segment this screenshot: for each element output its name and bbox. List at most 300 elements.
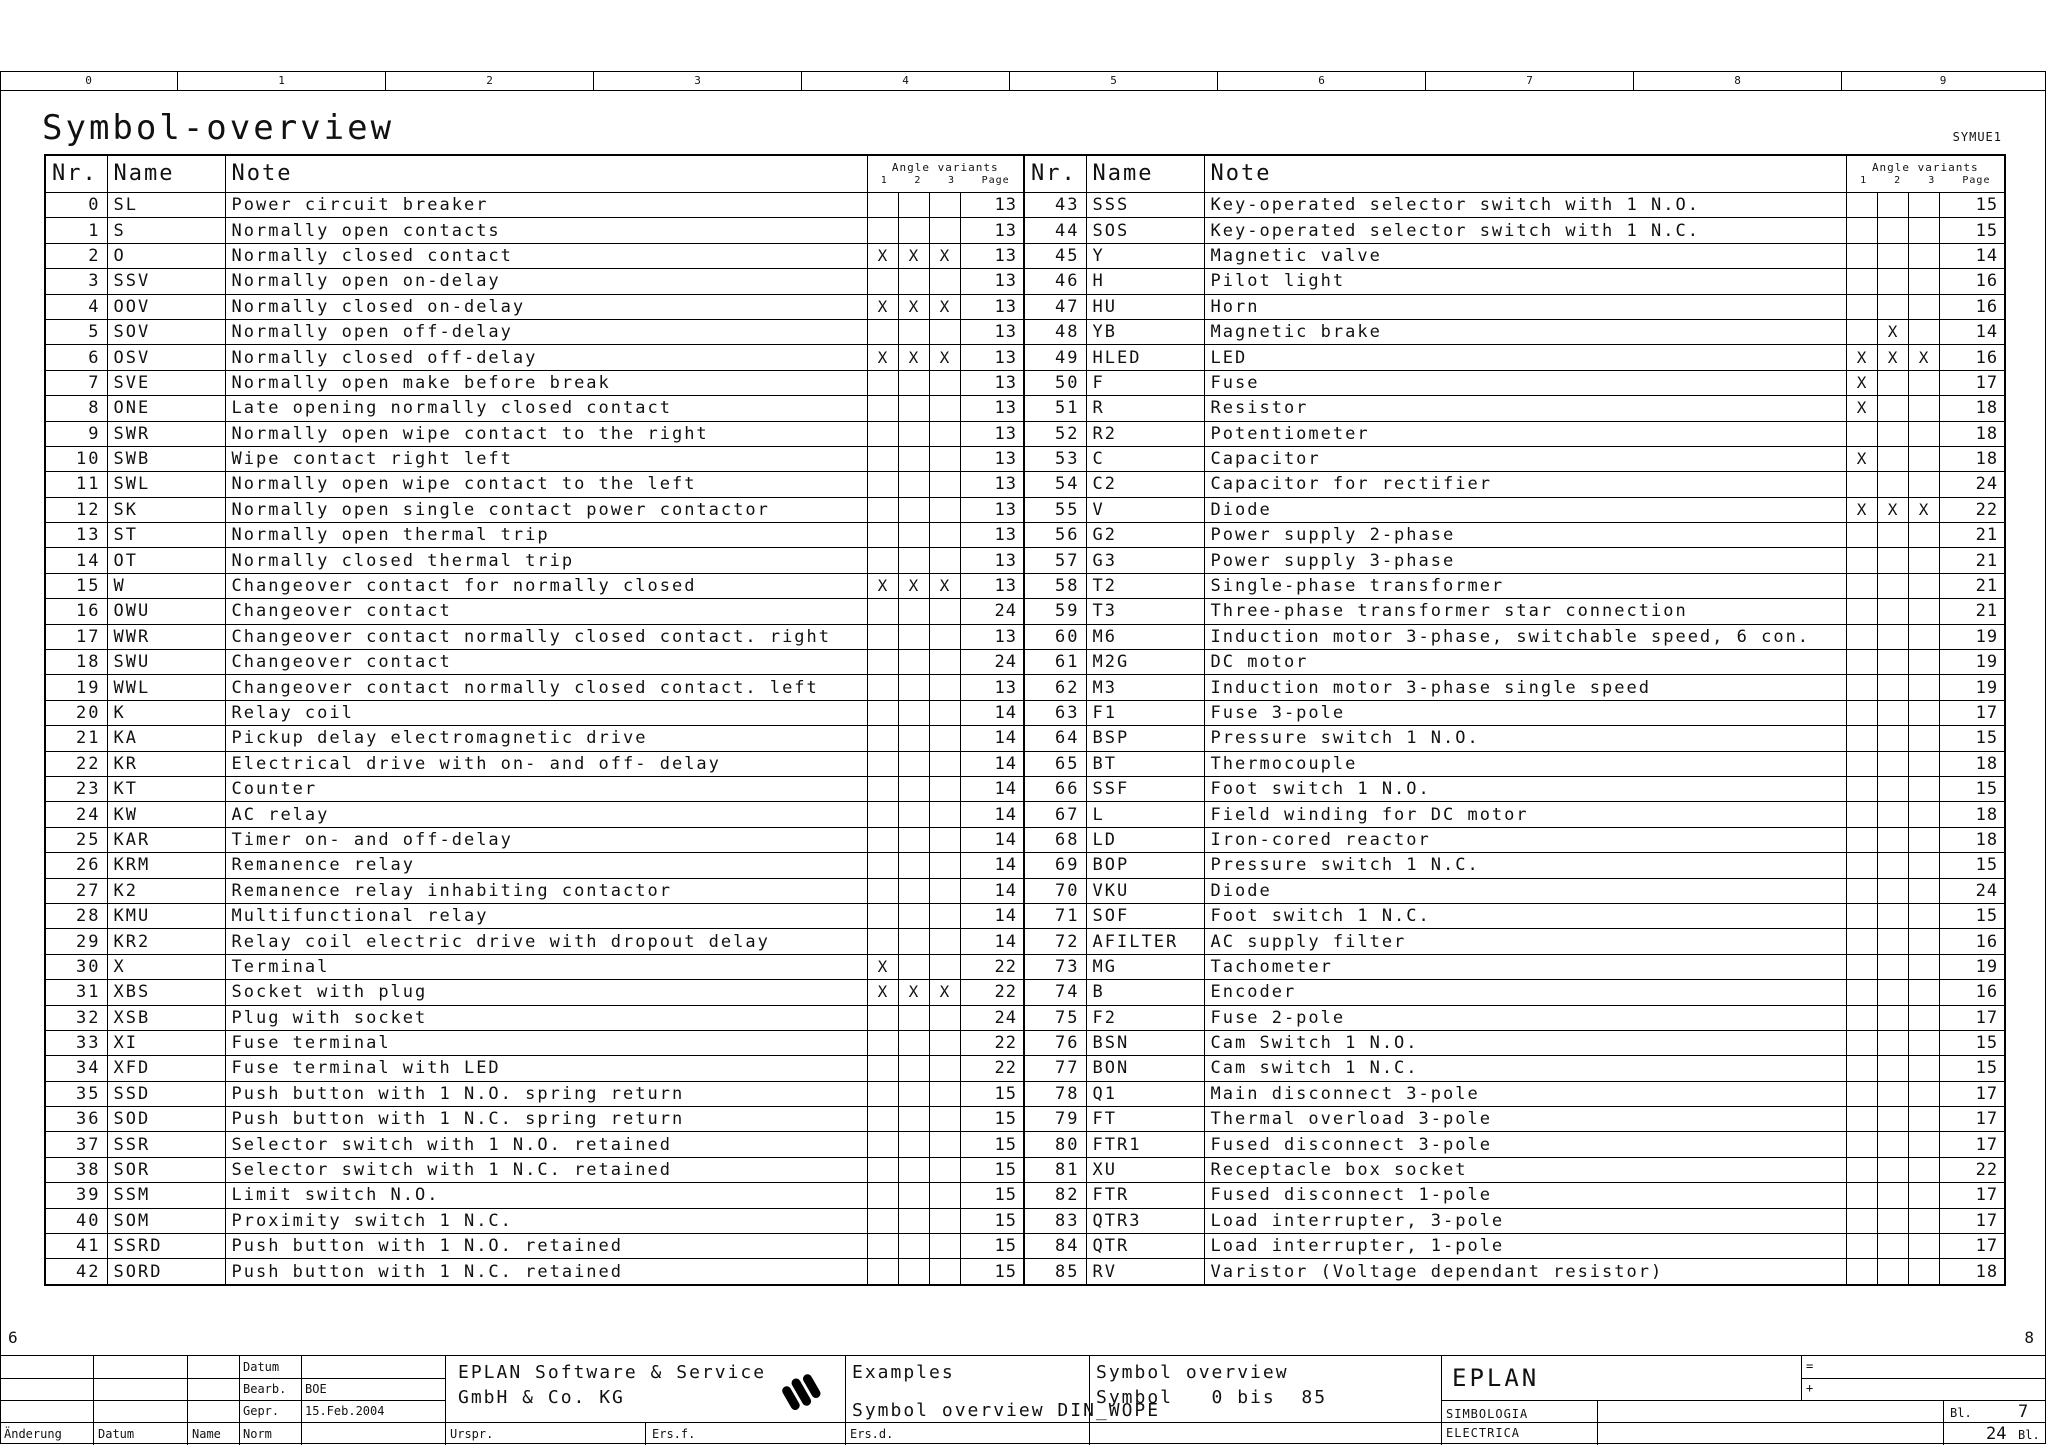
- cell-a1: [1846, 1056, 1877, 1081]
- cell-a3: [929, 1005, 960, 1030]
- cell-a1: [867, 421, 898, 446]
- cell-a2: X: [898, 573, 929, 598]
- page-label-right: Page: [1962, 175, 1991, 186]
- cell-page: 13: [960, 523, 1024, 548]
- cell-name: SOD: [107, 1107, 225, 1132]
- cell-a3: [929, 1107, 960, 1132]
- cell-a1: [1846, 421, 1877, 446]
- cell-a2: [1877, 827, 1908, 852]
- cell-a2: [898, 624, 929, 649]
- table-row: [45, 878, 2005, 903]
- table-row: [45, 726, 2005, 751]
- cell-a3: [1908, 1081, 1939, 1106]
- table-row: [45, 751, 2005, 776]
- table-row: [45, 675, 2005, 700]
- cell-note: Capacitor: [1204, 446, 1846, 471]
- cell-name: SWB: [107, 446, 225, 471]
- table-row: [45, 700, 2005, 725]
- cell-page: 13: [960, 446, 1024, 471]
- cell-a3: [929, 700, 960, 725]
- cell-page: 24: [960, 1005, 1024, 1030]
- cell-note: Induction motor 3-phase, switchable speed, 6 con.: [1204, 624, 1846, 649]
- cell-nr: 67: [1024, 802, 1086, 827]
- cell-page: 15: [1939, 1030, 2005, 1055]
- cell-nr: 83: [1024, 1208, 1086, 1233]
- cell-page: 14: [960, 903, 1024, 928]
- cell-nr: 47: [1024, 294, 1086, 319]
- cell-note: LED: [1204, 345, 1846, 370]
- table-row: [45, 523, 2005, 548]
- cell-page: 19: [1939, 954, 2005, 979]
- cell-a1: [1846, 218, 1877, 243]
- cell-a1: X: [1846, 446, 1877, 471]
- cell-note: Horn: [1204, 294, 1846, 319]
- equal-sign-label: =: [1806, 1359, 1814, 1373]
- cell-a1: [1846, 269, 1877, 294]
- cell-note: Foot switch 1 N.C.: [1204, 903, 1846, 928]
- cell-page: 15: [1939, 903, 2005, 928]
- cell-a3: [1908, 193, 1939, 218]
- cell-a1: [867, 853, 898, 878]
- cell-page: 21: [1939, 573, 2005, 598]
- cell-a1: [867, 1056, 898, 1081]
- company-name-line2: GmbH & Co. KG: [458, 1387, 625, 1408]
- cell-a3: [929, 497, 960, 522]
- page-code: SYMUE1: [1952, 130, 2002, 144]
- table-row: [45, 980, 2005, 1005]
- cell-a2: [1877, 1157, 1908, 1182]
- table-row: [45, 1234, 2005, 1259]
- cell-page: 16: [1939, 980, 2005, 1005]
- cell-note: Remanence relay inhabiting contactor: [225, 878, 867, 903]
- cell-note: Selector switch with 1 N.O. retained: [225, 1132, 867, 1157]
- cell-nr: 26: [45, 853, 107, 878]
- angle-3-label: 3: [948, 175, 956, 186]
- cell-name: OT: [107, 548, 225, 573]
- cell-a3: [1908, 243, 1939, 268]
- cell-page: 21: [1939, 548, 2005, 573]
- cell-nr: 50: [1024, 370, 1086, 395]
- cell-a1: [1846, 472, 1877, 497]
- cell-note: Cam Switch 1 N.O.: [1204, 1030, 1846, 1055]
- cell-a2: [898, 878, 929, 903]
- cell-a1: X: [867, 573, 898, 598]
- cell-name: HLED: [1086, 345, 1204, 370]
- cell-page: 13: [960, 218, 1024, 243]
- cell-a3: [929, 853, 960, 878]
- cell-nr: 54: [1024, 472, 1086, 497]
- cell-a2: [1877, 853, 1908, 878]
- cell-a1: [867, 1259, 898, 1285]
- header-nr-right: Nr.: [1024, 155, 1086, 193]
- cell-name: SWL: [107, 472, 225, 497]
- cell-a2: [898, 396, 929, 421]
- cell-page: 14: [960, 853, 1024, 878]
- cell-nr: 35: [45, 1081, 107, 1106]
- cell-nr: 55: [1024, 497, 1086, 522]
- cell-nr: 41: [45, 1234, 107, 1259]
- grid-column-6: 6: [1218, 71, 1426, 90]
- project-name: Examples: [852, 1362, 955, 1383]
- cell-note: Single-phase transformer: [1204, 573, 1846, 598]
- grid-column-1: 1: [178, 71, 386, 90]
- cell-nr: 14: [45, 548, 107, 573]
- cell-a2: [898, 1030, 929, 1055]
- table-row: [45, 396, 2005, 421]
- cell-nr: 5: [45, 319, 107, 344]
- cell-a1: X: [867, 345, 898, 370]
- cell-a3: [1908, 218, 1939, 243]
- cell-page: 13: [960, 396, 1024, 421]
- cell-a3: [1908, 751, 1939, 776]
- cell-page: 13: [960, 243, 1024, 268]
- cell-a1: [1846, 1157, 1877, 1182]
- cell-a3: [929, 751, 960, 776]
- cell-a3: [1908, 1132, 1939, 1157]
- cell-a1: [1846, 802, 1877, 827]
- cell-page: 13: [960, 548, 1024, 573]
- cell-name: KR2: [107, 929, 225, 954]
- cell-page: 13: [960, 319, 1024, 344]
- cell-nr: 82: [1024, 1183, 1086, 1208]
- cell-a2: [898, 1005, 929, 1030]
- cell-note: Power supply 2-phase: [1204, 523, 1846, 548]
- table-row: [45, 1157, 2005, 1182]
- cell-a2: [1877, 472, 1908, 497]
- cell-a1: X: [1846, 370, 1877, 395]
- cell-a3: [1908, 1056, 1939, 1081]
- cell-a3: [1908, 954, 1939, 979]
- cell-a3: [1908, 294, 1939, 319]
- cell-a1: [867, 1132, 898, 1157]
- table-row: [45, 243, 2005, 268]
- cell-nr: 78: [1024, 1081, 1086, 1106]
- cell-note: Potentiometer: [1204, 421, 1846, 446]
- cell-name: LD: [1086, 827, 1204, 852]
- cell-a3: [1908, 573, 1939, 598]
- cell-name: L: [1086, 802, 1204, 827]
- cell-page: 22: [960, 954, 1024, 979]
- cell-a3: [1908, 548, 1939, 573]
- table-row: [45, 370, 2005, 395]
- cell-a2: [1877, 218, 1908, 243]
- cell-nr: 12: [45, 497, 107, 522]
- cell-a1: [867, 1030, 898, 1055]
- cell-page: 18: [1939, 1259, 2005, 1285]
- cell-name: SL: [107, 193, 225, 218]
- cell-page: 17: [1939, 700, 2005, 725]
- cell-nr: 44: [1024, 218, 1086, 243]
- cell-a3: [929, 827, 960, 852]
- eplan-brand: EPLAN: [1452, 1364, 1540, 1392]
- cell-name: MG: [1086, 954, 1204, 979]
- cell-a1: [1846, 1107, 1877, 1132]
- cell-note: Iron-cored reactor: [1204, 827, 1846, 852]
- cell-name: FTR: [1086, 1183, 1204, 1208]
- cell-page: 15: [1939, 726, 2005, 751]
- cell-page: 13: [960, 269, 1024, 294]
- cell-a2: [1877, 726, 1908, 751]
- gepr-label: Gepr.: [243, 1404, 280, 1418]
- cell-page: 22: [1939, 497, 2005, 522]
- cell-page: 13: [960, 675, 1024, 700]
- cell-a1: X: [1846, 345, 1877, 370]
- cell-a2: [1877, 548, 1908, 573]
- cell-name: FT: [1086, 1107, 1204, 1132]
- cell-nr: 1: [45, 218, 107, 243]
- cell-nr: 43: [1024, 193, 1086, 218]
- cell-page: 16: [1939, 929, 2005, 954]
- cell-page: 15: [1939, 853, 2005, 878]
- cell-page: 17: [1939, 1234, 2005, 1259]
- cell-nr: 42: [45, 1259, 107, 1285]
- cell-name: V: [1086, 497, 1204, 522]
- cell-name: SOF: [1086, 903, 1204, 928]
- cell-nr: 22: [45, 751, 107, 776]
- cell-nr: 2: [45, 243, 107, 268]
- cell-a3: [929, 218, 960, 243]
- cell-a2: [898, 700, 929, 725]
- cell-name: G2: [1086, 523, 1204, 548]
- cell-a1: [867, 319, 898, 344]
- cell-page: 18: [1939, 751, 2005, 776]
- table-row: [45, 269, 2005, 294]
- cell-note: Fused disconnect 3-pole: [1204, 1132, 1846, 1157]
- cell-a1: [1846, 548, 1877, 573]
- cell-name: T3: [1086, 599, 1204, 624]
- table-row: [45, 650, 2005, 675]
- cell-a3: X: [1908, 345, 1939, 370]
- table-row: [45, 573, 2005, 598]
- cell-a3: [929, 878, 960, 903]
- cell-a1: [867, 903, 898, 928]
- cell-a1: [1846, 599, 1877, 624]
- cell-note: Push button with 1 N.C. retained: [225, 1259, 867, 1285]
- cell-nr: 29: [45, 929, 107, 954]
- cell-a2: [898, 472, 929, 497]
- cell-a2: [1877, 1259, 1908, 1285]
- cell-a3: [1908, 523, 1939, 548]
- plus-sign-label: +: [1806, 1381, 1814, 1395]
- angle-variants-label-right: Angle variants: [1871, 161, 1979, 174]
- table-row: [45, 497, 2005, 522]
- table-row: [45, 548, 2005, 573]
- grid-column-3: 3: [594, 71, 802, 90]
- cell-name: SSD: [107, 1081, 225, 1106]
- cell-note: Power circuit breaker: [225, 193, 867, 218]
- cell-nr: 37: [45, 1132, 107, 1157]
- cell-a2: [1877, 1132, 1908, 1157]
- description-line2: ELECTRICA: [1446, 1426, 1521, 1440]
- grid-column-9: 9: [1939, 74, 1947, 87]
- cell-a1: [867, 726, 898, 751]
- cell-note: AC relay: [225, 802, 867, 827]
- cell-a3: [929, 929, 960, 954]
- cell-note: Induction motor 3-phase single speed: [1204, 675, 1846, 700]
- cell-name: QTR: [1086, 1234, 1204, 1259]
- cell-name: M2G: [1086, 650, 1204, 675]
- cell-a3: [1908, 1259, 1939, 1285]
- cell-a1: X: [1846, 396, 1877, 421]
- cell-page: 15: [1939, 776, 2005, 801]
- table-row: [45, 802, 2005, 827]
- cell-a1: [1846, 650, 1877, 675]
- cell-a1: [867, 878, 898, 903]
- cell-a1: [867, 523, 898, 548]
- cell-a1: [867, 1081, 898, 1106]
- cell-page: 17: [1939, 1208, 2005, 1233]
- cell-a3: [929, 1056, 960, 1081]
- cell-a3: [1908, 624, 1939, 649]
- cell-a2: [1877, 878, 1908, 903]
- description-line1: SIMBOLOGIA: [1446, 1407, 1529, 1421]
- cell-note: Normally open off-delay: [225, 319, 867, 344]
- cell-a1: [1846, 675, 1877, 700]
- cell-a2: [1877, 370, 1908, 395]
- cell-a2: [898, 675, 929, 700]
- cell-name: ONE: [107, 396, 225, 421]
- cell-page: 18: [1939, 446, 2005, 471]
- cell-note: Load interrupter, 3-pole: [1204, 1208, 1846, 1233]
- cell-nr: 23: [45, 776, 107, 801]
- cell-note: Changeover contact normally closed contact. right: [225, 624, 867, 649]
- cell-nr: 71: [1024, 903, 1086, 928]
- cell-name: VKU: [1086, 878, 1204, 903]
- cell-nr: 45: [1024, 243, 1086, 268]
- cell-nr: 40: [45, 1208, 107, 1233]
- total-sheets-label: Bl.: [2018, 1428, 2040, 1442]
- cell-note: Socket with plug: [225, 980, 867, 1005]
- cell-note: Encoder: [1204, 980, 1846, 1005]
- cell-nr: 32: [45, 1005, 107, 1030]
- cell-a1: [867, 1107, 898, 1132]
- cell-name: KAR: [107, 827, 225, 852]
- cell-name: H: [1086, 269, 1204, 294]
- cell-page: 22: [960, 980, 1024, 1005]
- cell-a3: [929, 446, 960, 471]
- cell-note: Multifunctional relay: [225, 903, 867, 928]
- cell-a2: [1877, 269, 1908, 294]
- cell-note: Plug with socket: [225, 1005, 867, 1030]
- angle-2-label-right: 2: [1894, 175, 1902, 186]
- cell-a2: [898, 1107, 929, 1132]
- cell-a2: [1877, 1183, 1908, 1208]
- cell-name: KA: [107, 726, 225, 751]
- cell-name: SSM: [107, 1183, 225, 1208]
- cell-nr: 84: [1024, 1234, 1086, 1259]
- page-title: Symbol-overview: [42, 108, 395, 148]
- cell-a1: [867, 751, 898, 776]
- cell-note: Fuse: [1204, 370, 1846, 395]
- cell-note: Selector switch with 1 N.C. retained: [225, 1157, 867, 1182]
- cell-a2: [1877, 1234, 1908, 1259]
- table-row: [45, 319, 2005, 344]
- sheet-number: 7: [2018, 1402, 2029, 1422]
- cell-name: Y: [1086, 243, 1204, 268]
- cell-a2: [1877, 421, 1908, 446]
- table-row: [45, 1132, 2005, 1157]
- cell-a3: X: [1908, 497, 1939, 522]
- cell-a3: [929, 624, 960, 649]
- cell-note: Normally closed off-delay: [225, 345, 867, 370]
- cell-a3: [1908, 700, 1939, 725]
- table-row: [45, 421, 2005, 446]
- cell-nr: 19: [45, 675, 107, 700]
- cell-name: KW: [107, 802, 225, 827]
- cell-a2: [898, 650, 929, 675]
- cell-note: Pilot light: [1204, 269, 1846, 294]
- cell-a2: [898, 548, 929, 573]
- table-row: [45, 345, 2005, 370]
- cell-page: 16: [1939, 294, 2005, 319]
- cell-note: Fuse 3-pole: [1204, 700, 1846, 725]
- cell-a1: [1846, 980, 1877, 1005]
- cell-nr: 75: [1024, 1005, 1086, 1030]
- cell-note: Fused disconnect 1-pole: [1204, 1183, 1846, 1208]
- cell-note: Three-phase transformer star connection: [1204, 599, 1846, 624]
- gepr-value: 15.Feb.2004: [305, 1404, 385, 1418]
- cell-a2: [898, 1132, 929, 1157]
- sheet-label: Bl.: [1950, 1406, 1972, 1420]
- cell-nr: 58: [1024, 573, 1086, 598]
- table-row: [45, 1030, 2005, 1055]
- ersf-label: Ers.f.: [652, 1427, 696, 1441]
- cell-nr: 3: [45, 269, 107, 294]
- cell-a1: [867, 472, 898, 497]
- name-col-label: Name: [192, 1427, 221, 1441]
- cell-a2: X: [898, 243, 929, 268]
- cell-a1: [867, 1208, 898, 1233]
- cell-note: Key-operated selector switch with 1 N.O.: [1204, 193, 1846, 218]
- cell-a3: [1908, 1107, 1939, 1132]
- cell-a3: [929, 548, 960, 573]
- cell-name: XBS: [107, 980, 225, 1005]
- table-row: [45, 1208, 2005, 1233]
- cell-nr: 85: [1024, 1259, 1086, 1285]
- cell-nr: 73: [1024, 954, 1086, 979]
- cell-nr: 8: [45, 396, 107, 421]
- table-row: [45, 954, 2005, 979]
- cell-a1: [867, 218, 898, 243]
- cell-nr: 16: [45, 599, 107, 624]
- cell-page: 13: [960, 497, 1024, 522]
- cell-nr: 31: [45, 980, 107, 1005]
- cell-name: K: [107, 700, 225, 725]
- table-row: [45, 599, 2005, 624]
- cell-note: Push button with 1 N.C. spring return: [225, 1107, 867, 1132]
- urspr-label: Urspr.: [450, 1427, 494, 1441]
- side-marker-right: 8: [2024, 1328, 2034, 1347]
- cell-a1: [867, 929, 898, 954]
- cell-note: Push button with 1 N.O. retained: [225, 1234, 867, 1259]
- table-row: [45, 218, 2005, 243]
- angle-3-label-right: 3: [1928, 175, 1936, 186]
- company-name-line1: EPLAN Software & Service: [458, 1362, 767, 1383]
- cell-a2: X: [1877, 345, 1908, 370]
- cell-a3: [929, 523, 960, 548]
- cell-page: 14: [960, 776, 1024, 801]
- cell-a1: [1846, 903, 1877, 928]
- cell-page: 15: [960, 1259, 1024, 1285]
- cell-a2: [1877, 573, 1908, 598]
- cell-page: 17: [1939, 370, 2005, 395]
- cell-note: Normally open wipe contact to the left: [225, 472, 867, 497]
- cell-nr: 9: [45, 421, 107, 446]
- cell-a2: [1877, 802, 1908, 827]
- cell-a2: [1877, 523, 1908, 548]
- cell-a2: [1877, 1005, 1908, 1030]
- cell-note: DC motor: [1204, 650, 1846, 675]
